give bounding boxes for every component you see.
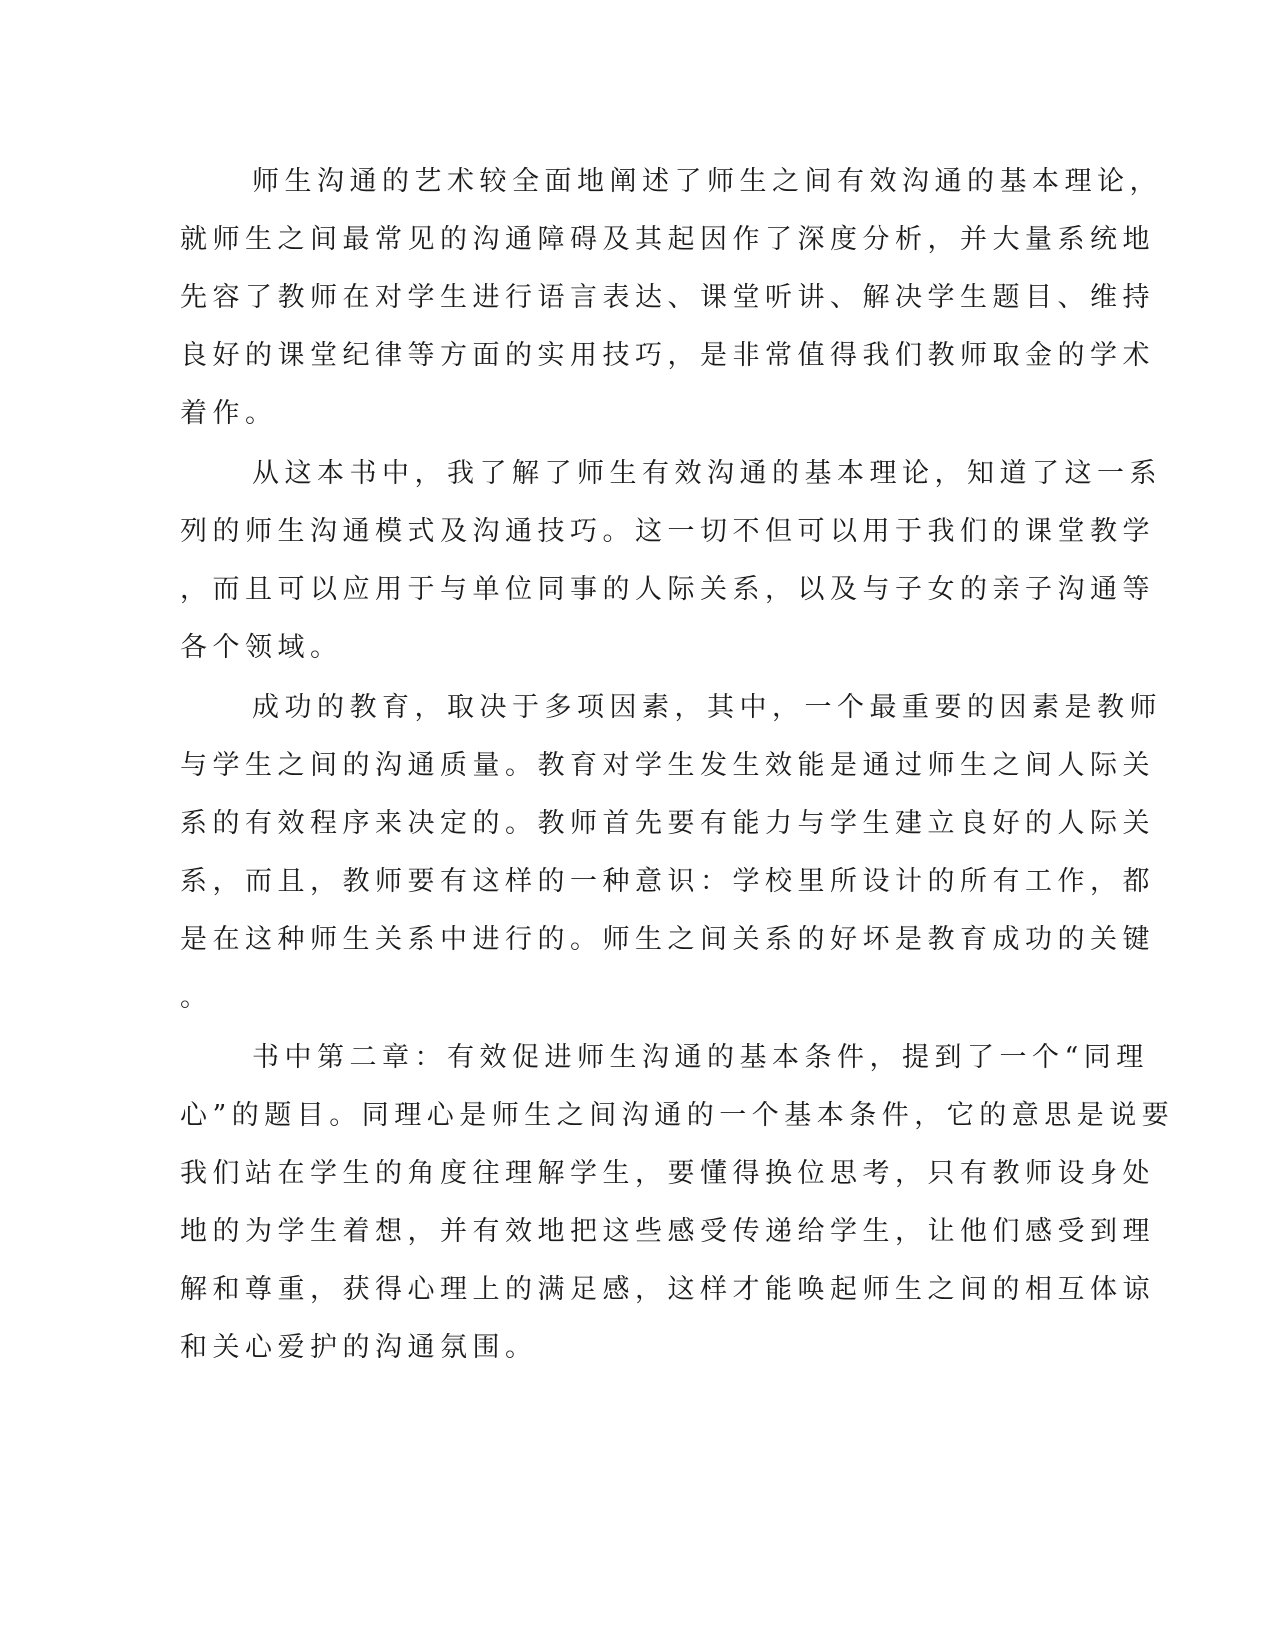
text-line: ，而且可以应用于与单位同事的人际关系，以及与子女的亲子沟通等 xyxy=(180,574,1155,605)
text-line: 我们站在学生的角度往理解学生，要懂得换位思考，只有教师设身处 xyxy=(180,1158,1155,1189)
text-line: 系的有效程序来决定的。教师首先要有能力与学生建立良好的人际关 xyxy=(180,808,1155,839)
text-line: 书中第二章：有效促进师生沟通的基本条件，提到了一个“同理 xyxy=(252,1042,1149,1073)
text-line: 良好的课堂纪律等方面的实用技巧，是非常值得我们教师取金的学术 xyxy=(180,340,1155,371)
text-line: 解和尊重，获得心理上的满足感，这样才能唤起师生之间的相互体谅 xyxy=(180,1274,1155,1305)
text-line: 着作。 xyxy=(180,398,278,429)
text-line: 就师生之间最常见的沟通障碍及其起因作了深度分析，并大量系统地 xyxy=(180,224,1155,255)
text-line: 从这本书中，我了解了师生有效沟通的基本理论，知道了这一系 xyxy=(252,458,1162,489)
text-line: 师生沟通的艺术较全面地阐述了师生之间有效沟通的基本理论， xyxy=(252,166,1162,197)
text-line: 各个领域。 xyxy=(180,632,343,663)
text-line: 地的为学生着想，并有效地把这些感受传递给学生，让他们感受到理 xyxy=(180,1216,1155,1247)
text-line: 和关心爱护的沟通氛围。 xyxy=(180,1332,538,1363)
text-line: 先容了教师在对学生进行语言表达、课堂听讲、解决学生题目、维持 xyxy=(180,282,1155,313)
text-line: 列的师生沟通模式及沟通技巧。这一切不但可以用于我们的课堂教学 xyxy=(180,516,1155,547)
text-line: 心”的题目。同理心是师生之间沟通的一个基本条件，它的意思是说要 xyxy=(180,1100,1175,1131)
text-line: 成功的教育，取决于多项因素，其中，一个最重要的因素是教师 xyxy=(252,692,1162,723)
text-line: 是在这种师生关系中进行的。师生之间关系的好坏是教育成功的关键 xyxy=(180,924,1155,955)
text-line: 系，而且，教师要有这样的一种意识：学校里所设计的所有工作，都 xyxy=(180,866,1155,897)
text-line: 与学生之间的沟通质量。教育对学生发生效能是通过师生之间人际关 xyxy=(180,750,1155,781)
text-line: 。 xyxy=(180,982,213,1013)
